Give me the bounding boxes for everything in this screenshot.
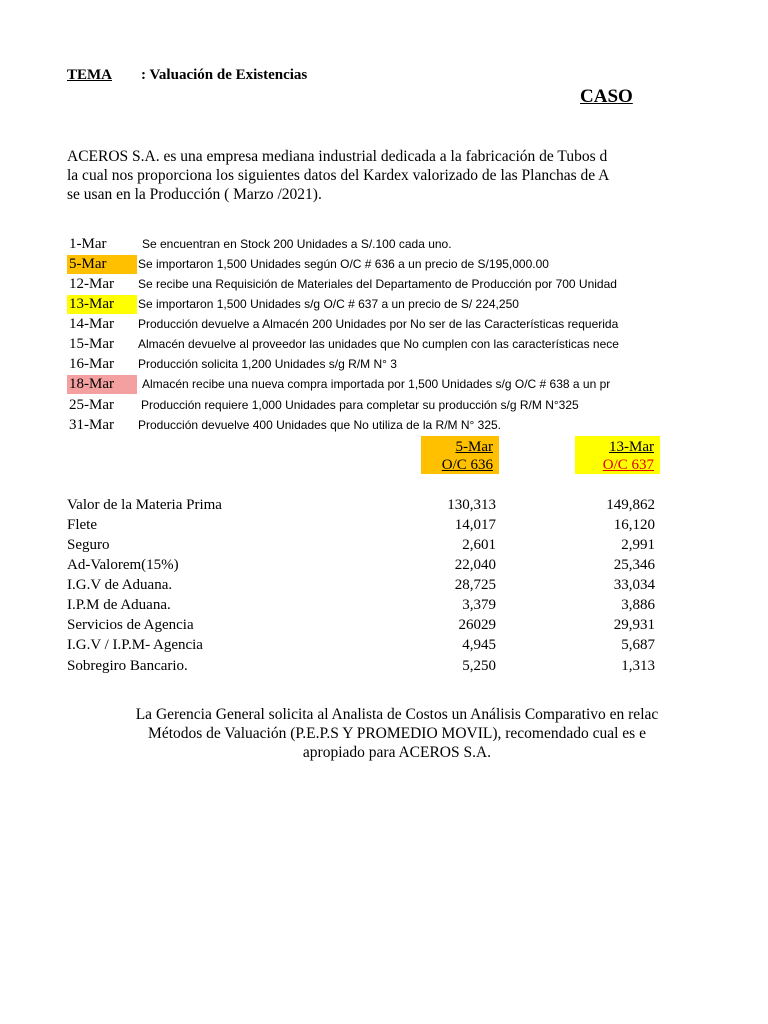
cost-row-label: Servicios de Agencia: [67, 617, 194, 633]
intro-line: se usan en la Producción ( Marzo /2021).: [67, 186, 322, 203]
cost-value-oc636: 26029: [458, 617, 496, 633]
column-header-oc: O/C 636: [441, 457, 493, 473]
cost-value-oc636: 5,250: [462, 658, 496, 674]
cost-value-oc637: 149,862: [606, 497, 655, 513]
tema-text: : Valuación de Existencias: [141, 67, 308, 83]
cost-row-label: Ad-Valorem(15%): [67, 557, 179, 573]
caso-title: CASO: [580, 86, 633, 107]
event-desc: Se importaron 1,500 Unidades s/g O/C # 637 a un precio de S/ 224,250: [138, 297, 519, 311]
event-desc: Almacén recibe una nueva compra importada por 1,500 Unidades s/g O/C # 638 a un pr: [142, 377, 611, 391]
cost-value-oc637: 25,346: [613, 557, 655, 573]
event-desc: Se recibe una Requisición de Materiales del Departamento de Producción por 700 Unidad: [138, 277, 617, 291]
intro-paragraph: [67, 147, 609, 204]
event-date: 25-Mar: [69, 397, 114, 413]
closing-line: apropiado para ACEROS S.A.: [302, 744, 492, 761]
event-desc: Producción devuelve 400 Unidades que No utiliza de la R/M N° 325.: [138, 418, 502, 432]
column-header-oc636: [421, 436, 499, 474]
intro-line: la cual nos proporciona los siguientes datos del Kardex valorizado de las Planchas de A: [67, 167, 610, 184]
cost-value-oc637: 33,034: [613, 577, 655, 593]
column-header-date: 5-Mar: [455, 439, 493, 455]
intro-line: ACEROS S.A. es una empresa mediana industrial dedicada a la fabricación de Tubos d: [67, 148, 608, 165]
event-date: 16-Mar: [69, 356, 114, 372]
event-date: 1-Mar: [69, 236, 107, 252]
event-desc: Se encuentran en Stock 200 Unidades a S/.100 cada uno.: [142, 237, 452, 251]
column-header-oc637: [575, 436, 660, 474]
event-desc: Producción devuelve a Almacén 200 Unidades por No ser de las Características requerida: [138, 317, 619, 331]
cost-value-oc637: 1,313: [621, 658, 655, 674]
cost-value-oc636: 2,601: [462, 537, 496, 553]
cost-value-oc636: 130,313: [447, 497, 496, 513]
cost-value-oc636: 22,040: [454, 557, 496, 573]
closing-paragraph: [0, 705, 768, 762]
event-date: 18-Mar: [67, 375, 137, 394]
column-header-date: 13-Mar: [609, 439, 654, 455]
cost-row-label: I.P.M de Aduana.: [67, 597, 171, 613]
cost-row-label: Flete: [67, 517, 97, 533]
closing-line: Métodos de Valuación (P.E.P.S Y PROMEDIO MOVIL), recomendado cual es e: [148, 725, 646, 742]
cost-value-oc636: 14,017: [454, 517, 496, 533]
event-date: 14-Mar: [69, 316, 114, 332]
event-desc: Producción solicita 1,200 Unidades s/g R/M N° 3: [138, 357, 397, 371]
cost-value-oc636: 28,725: [454, 577, 496, 593]
cost-row-label: I.G.V de Aduana.: [67, 577, 173, 593]
cost-value-oc636: 4,945: [462, 637, 496, 653]
column-header-oc: O/C 637: [602, 457, 654, 473]
event-date: 12-Mar: [69, 276, 114, 292]
cost-value-oc636: 3,379: [462, 597, 496, 613]
cost-row-label: Sobregiro Bancario.: [67, 658, 188, 674]
cost-row-label: Seguro: [67, 537, 110, 553]
event-desc: Se importaron 1,500 Unidades según O/C # 636 a un precio de S/195,000.00: [138, 257, 549, 271]
event-desc: Producción requiere 1,000 Unidades para completar su producción s/g R/M N°325: [141, 398, 579, 412]
cost-value-oc637: 16,120: [613, 517, 655, 533]
event-date: 5-Mar: [67, 255, 137, 274]
cost-value-oc637: 5,687: [621, 637, 655, 653]
event-date: 31-Mar: [69, 417, 114, 433]
cost-value-oc637: 3,886: [621, 597, 655, 613]
tema-label: TEMA: [67, 67, 112, 83]
event-date: 15-Mar: [69, 336, 114, 352]
cost-row-label: Valor de la Materia Prima: [67, 497, 222, 513]
event-date: 13-Mar: [67, 295, 137, 314]
cost-value-oc637: 29,931: [613, 617, 655, 633]
cost-value-oc637: 2,991: [621, 537, 655, 553]
cost-row-label: I.G.V / I.P.M- Agencia: [67, 637, 203, 653]
event-desc: Almacén devuelve al proveedor las unidades que No cumplen con las características nece: [138, 337, 619, 351]
closing-line: La Gerencia General solicita al Analista de Costos un Análisis Comparativo en relac: [135, 706, 659, 723]
